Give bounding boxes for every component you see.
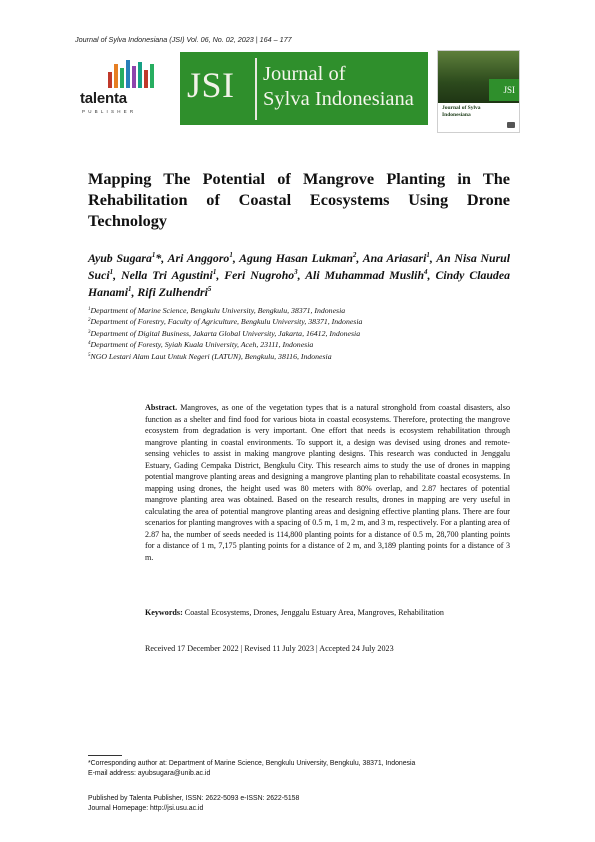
author-affiliation-mark: 1 <box>128 285 132 293</box>
keywords <box>145 607 510 619</box>
banner-title <box>263 62 414 112</box>
corresponding-author: *Corresponding author at: Department of Marine Science, Bengkulu University, Bengkulu, 38371, Indonesia <box>88 760 416 767</box>
affiliation-text: Department of Digital Business, Jakarta Global University, Jakarta, 16412, Indonesia <box>90 328 361 338</box>
author-affiliation-mark: 1 <box>212 268 217 276</box>
journal-banner <box>180 52 428 125</box>
affiliation-text: Department of Marine Science, Bengkulu University, Bengkulu, 38371, Indonesia <box>90 306 346 315</box>
author-name: Feri Nugroho <box>224 268 295 282</box>
affiliation-number: 4 <box>88 341 91 347</box>
keywords-text: Coastal Ecosystems, Drones, Jenggalu Estuary Area, Mangroves, Rehabilitation <box>184 608 444 617</box>
author-name: Rifi Zulhendri <box>137 285 208 299</box>
affiliation-item <box>88 339 518 350</box>
affiliation-number: 5 <box>88 352 91 358</box>
abstract-text: Mangroves, as one of the vegetation types that is a natural stronghold from coastal disasters, also function as a shelter and find food for various biota in coastal ecosystems. Therefore, protecting the mangrove ecosystem from degradation is very important. One effort that needs is ecosystem rehabilitation through mangrove planting in coastal environments. To support it, a design was devised using drones and remote-sensing vehicles to assist in making mangrove planting designs. This research was conducted in Jenggalu Estuary, Gading Cempaka District, Bengkulu City. This research aims to study the use of drones in mapping potential mangrove planting areas and designing a mangrove planting plan to rehabilitate coastal ecosystems. In mapping using drones, the height used was 80 meters with 80% overlap, and 2.87 hectares of potential mangrove planting area was obtained. Based on the research results, drones in mapping are very useful in calculating the area of potential mangrove planting areas and designing effective planting plans. There are four scenarios for planting mangroves with a spacing of 0.5 m, 1 m, 2 m, and 3 m, respectively. For a planting area of 2.87 ha, the number of seeds needed is 114,800 planting points for a distance of 0.5 m, 28,700 planting points for a distance of 1 m, 7,175 planting points for a distance of 2 m, and 3,189 planting points for a distance of 3 m. <box>145 403 510 562</box>
keywords-label: Keywords: <box>145 608 183 617</box>
affiliation-text: Department of Foresty, Syiah Kuala University, Aceh, 23111, Indonesia <box>90 340 314 350</box>
journal-homepage[interactable]: Journal Homepage: http://jsi.usu.ac.id <box>88 805 204 812</box>
banner-title-line1: Journal of <box>263 63 346 85</box>
affiliation-list <box>88 305 518 362</box>
abstract-label: Abstract. <box>145 403 178 412</box>
author-name: Nella Tri Agustini <box>121 268 213 282</box>
talenta-wordmark: talenta <box>80 90 127 107</box>
abstract <box>145 402 510 563</box>
affiliation-item <box>88 328 518 339</box>
author-name: An Nisa Nurul Suci <box>88 251 511 282</box>
affiliation-number: 2 <box>88 318 91 324</box>
talenta-subtitle: PUBLISHER <box>82 109 137 114</box>
received-dates: Received 17 December 2022 | Revised 11 July 2023 | Accepted 24 July 2023 <box>145 644 394 653</box>
affiliation-item <box>88 305 518 316</box>
affiliation-item <box>88 351 518 362</box>
cover-logo-icon <box>507 122 515 128</box>
banner-abbreviation: JSI <box>187 65 235 105</box>
journal-cover-thumbnail <box>437 50 520 133</box>
talenta-publisher-logo <box>80 58 178 120</box>
author-name: Ali Muhammad Muslih <box>305 268 425 282</box>
cover-title: Journal of Sylva Indonesiana <box>442 105 481 118</box>
affiliation-item <box>88 316 518 327</box>
author-name: Ari Anggoro <box>167 251 230 265</box>
author-affiliation-mark: 1 <box>109 268 114 276</box>
cover-badge-text: JSI <box>503 85 515 95</box>
article-title: Mapping The Potential of Mangrove Planting in The Rehabilitation of Coastal Ecosystems Using Drone Technology <box>88 169 510 230</box>
journal-reference: Journal of Sylva Indonesiana (JSI) Vol. 06, No. 02, 2023 | 164 – 177 <box>75 35 292 44</box>
author-affiliation-mark: 1 <box>151 251 156 259</box>
affiliation-text: Department of Forestry, Faculty of Agriculture, Bengkulu University, 38371, Indonesia <box>90 317 363 327</box>
publisher-info <box>88 794 299 814</box>
banner-title-line2: Sylva Indonesiana <box>263 88 414 110</box>
author-affiliation-mark: 1 <box>426 251 430 259</box>
affiliation-number: 3 <box>88 329 91 335</box>
email-address: E-mail address: ayubsugara@unib.ac.id <box>88 770 211 777</box>
author-list: Ayub Sugara$^1$*, Ari Anggoro$^1$, Agung Hasan Lukman$^2$, Ana Ariasari$^1$, An Nisa Nurul Suci$^1$, Nella Tri Agustini$^1$, Feri Nugroho$^3$, Ali Muhammad Muslih$^4$, Cindy Claudea Hanami$^1$, Rifi Zulhendri$^5$ <box>88 251 511 299</box>
author-name: Ayub Sugara <box>88 251 152 265</box>
author-affiliation-mark: 4 <box>424 268 428 276</box>
affiliation-number: 1 <box>88 307 91 312</box>
author-affiliation-mark: 5 <box>207 285 212 293</box>
author-name: Cindy Claudea Hanami <box>88 268 510 299</box>
banner-divider <box>255 58 257 120</box>
corresponding-mark: * <box>155 251 162 265</box>
corresponding-footnote <box>88 759 415 779</box>
affiliation-text: NGO Lestari Alam Laut Untuk Negeri (LATUN), Bengkulu, 38116, Indonesia <box>90 351 332 361</box>
author-affiliation-mark: 3 <box>294 268 298 276</box>
author-name: Agung Hasan Lukman <box>239 251 353 265</box>
footnote-rule <box>88 755 122 756</box>
talenta-bars-icon <box>106 58 158 92</box>
author-affiliation-mark: 2 <box>352 251 357 259</box>
published-by: Published by Talenta Publisher, ISSN: 2622-5093 e-ISSN: 2622-5158 <box>88 795 300 802</box>
author-affiliation-mark: 1 <box>229 251 233 259</box>
author-name: Ana Ariasari <box>362 251 427 265</box>
